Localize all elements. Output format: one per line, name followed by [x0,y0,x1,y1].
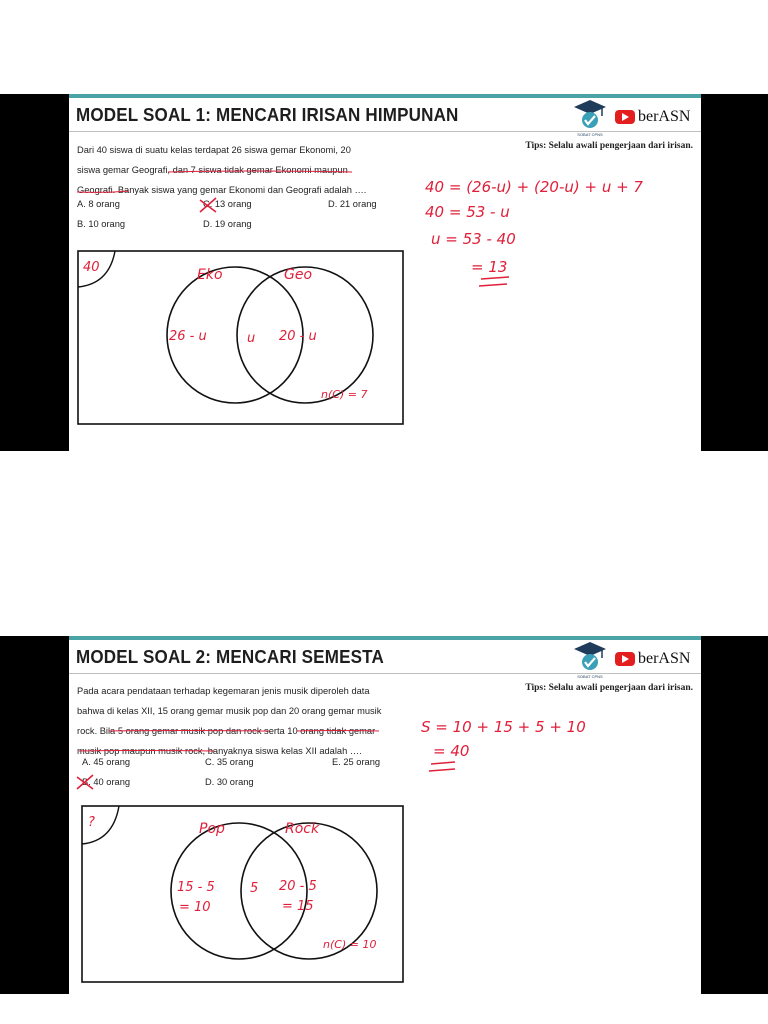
venn-neither: n(C) = 7 [321,388,368,401]
question-line: Dari 40 siswa di suatu kelas terdapat 26 siswa gemar Ekonomi, 20 [77,145,351,155]
answer-mark-icon [77,775,93,789]
option-b: B. 40 orang [82,777,131,787]
work-line: = 40 [433,742,470,760]
venn-only-a-result: = 10 [179,900,211,915]
option-b: B. 10 orang [77,219,126,229]
option-c: C. 13 orang [203,199,252,209]
venn-universe-box [82,806,403,982]
work-line: 40 = 53 - u [425,203,510,221]
work-line: u = 53 - 40 [431,230,516,248]
slide-2 [69,636,701,994]
venn-label-a: Eko [197,267,223,283]
question-line: siswa gemar Geografi, dan 7 siswa tidak gemar Ekonomi maupun [77,165,348,175]
answer-mark-icon [200,198,216,212]
venn-neither: n(C) = 10 [323,938,377,951]
work-line: 40 = (26-u) + (20-u) + u + 7 [425,178,643,196]
logo-caption: SOBAT CPNS [577,132,603,137]
channel-name: berASN [638,650,691,667]
slide-2-annotations [69,636,701,994]
slide-1 [69,94,701,451]
venn-both: 5 [250,881,259,896]
question-line: Pada acara pendataan terhadap kegemaran jenis musik diperoleh data [77,686,370,696]
work-line: S = 10 + 15 + 5 + 10 [421,718,586,736]
question-line: bahwa di kelas XII, 15 orang gemar musik pop dan 20 orang gemar musik [77,706,382,716]
venn-only-a: 26 - u [169,329,207,344]
venn-label-a: Pop [199,821,225,837]
slide-1-annotations [69,94,701,451]
logo-caption: SOBAT CPNS [577,674,603,679]
option-d1: D. 21 orang [328,199,377,209]
venn-universe: 40 [83,260,100,275]
option-c: C. 35 orang [205,757,254,767]
slide-1-tips: Tips: Selalu awali pengerjaan dari irisan. [525,141,693,151]
venn-universe: ? [88,815,95,830]
venn-only-a: 15 - 5 [177,880,215,895]
venn-only-b: 20 - 5 [279,879,317,894]
venn-only-b-result: = 15 [282,899,314,914]
option-d: D. 30 orang [205,777,254,787]
slide-2-title: MODEL SOAL 2: MENCARI SEMESTA [76,646,384,667]
option-a: A. 8 orang [77,199,120,209]
work-line: = 13 [471,258,508,276]
slide-1-title: MODEL SOAL 1: MENCARI IRISAN HIMPUNAN [76,104,459,125]
slide-2-tips: Tips: Selalu awali pengerjaan dari irisan. [525,683,693,693]
question-line: musik pop maupun musik rock, banyaknya siswa kelas XII adalah …. [77,746,362,756]
channel-name: berASN [638,108,691,125]
option-e: E. 25 orang [332,757,381,767]
venn-only-b: 20 - u [279,329,317,344]
option-a: A. 45 orang [82,757,131,767]
venn-both: u [247,331,256,346]
venn-label-b: Geo [284,267,313,283]
question-line: rock. Bila 5 orang gemar musik pop dan rock serta 10 orang tidak gemar [77,726,376,736]
venn-label-b: Rock [285,821,320,837]
option-d2: D. 19 orang [203,219,252,229]
question-line: Geografi. Banyak siswa yang gemar Ekonomi dan Geografi adalah …. [77,185,367,195]
